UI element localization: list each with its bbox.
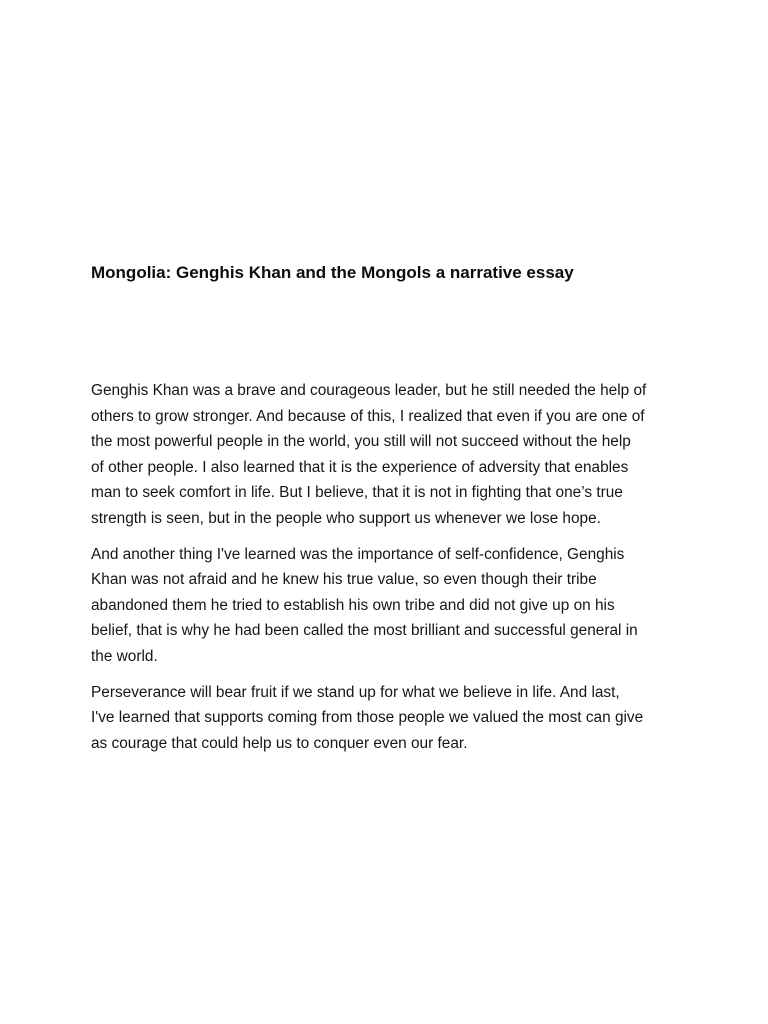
paragraph-line: the most powerful people in the world, you still will not succeed without the help [91,433,631,451]
paragraph-line: of other people. I also learned that it is the experience of adversity that enables [91,458,629,476]
paragraph-line: Perseverance will bear fruit if we stand up for what we believe in life. And last, [91,683,620,701]
document-title: Mongolia: Genghis Khan and the Mongols a narrative essay [91,263,574,282]
paragraph-1 [91,378,679,532]
paragraph-line: strength is seen, but in the people who support us whenever we lose hope. [91,509,601,527]
document-body [91,378,679,766]
paragraph-line: Khan was not afraid and he knew his true value, so even though their tribe [91,571,597,589]
paragraph-line: And another thing I've learned was the importance of self-confidence, Genghis [91,545,625,563]
paragraph-3 [91,680,679,757]
paragraph-line: I've learned that supports coming from those people we valued the most can give [91,709,644,727]
paragraph-line: Genghis Khan was a brave and courageous leader, but he still needed the help of [91,382,647,399]
paragraph-line: as courage that could help us to conquer even our fear. [91,734,468,752]
paragraph-line: the world. [91,647,158,665]
paragraph-line: man to seek comfort in life. But I believe, that it is not in fighting that one’s true [91,484,623,502]
paragraph-2 [91,542,679,670]
paragraph-line: belief, that is why he had been called the most brilliant and successful general in [91,622,638,640]
paragraph-line: abandoned them he tried to establish his own tribe and did not give up on his [91,596,615,614]
paragraph-line: others to grow stronger. And because of this, I realized that even if you are one of [91,407,645,425]
